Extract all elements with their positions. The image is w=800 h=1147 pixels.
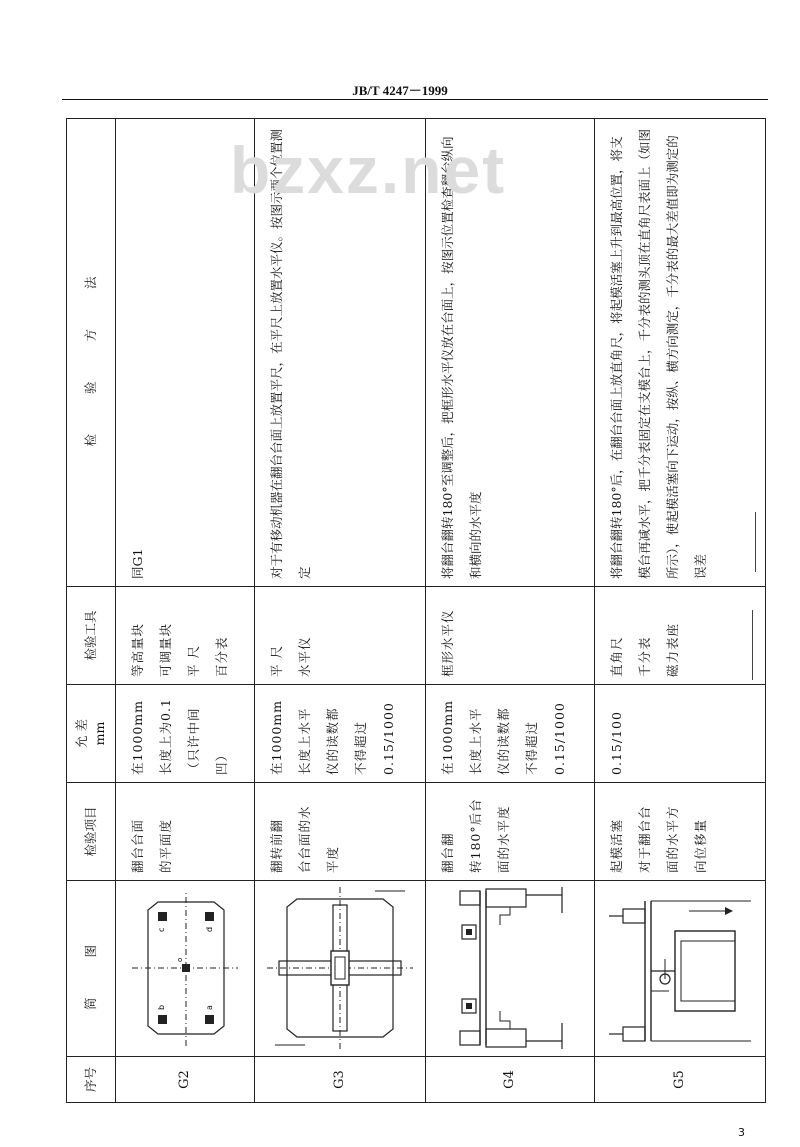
flip-table-diagram <box>450 886 570 1052</box>
row-tool <box>425 587 594 685</box>
row-method: 对于有移动机器在翻台台面上放置平尺，在平尺上放置水平仪。按图示两个位置测定 <box>254 119 425 587</box>
row-seq: G5 <box>594 1057 765 1103</box>
row-tolerance <box>425 685 594 783</box>
header-rule <box>62 99 768 100</box>
table-row <box>254 119 425 1103</box>
header-tolerance <box>67 685 116 783</box>
watermark: bzxz.net <box>229 133 507 207</box>
inspection-table <box>66 118 766 1103</box>
header-tolerance-label: 允 差 mm <box>74 719 107 748</box>
row-tool <box>594 587 765 685</box>
item-text: 翻转前翻 台台面的水 平度 <box>268 805 340 873</box>
header-tool: 检验工具 <box>67 587 116 685</box>
header-method-label: 检 验 方 法 <box>83 258 98 447</box>
row-seq: G4 <box>425 1057 594 1103</box>
header-figure-label: 简 图 <box>83 927 98 1010</box>
tool-text: 等高量块 可调量块 平 尺 百分表 <box>130 622 229 677</box>
row-item <box>116 783 255 881</box>
row-tool <box>116 587 255 685</box>
flatness-diagram <box>130 889 240 1049</box>
item-text: 起模活塞 对于翻台台 面的水平方 向位移量 <box>608 805 708 873</box>
table-row <box>425 119 594 1103</box>
tolerance-text: 在1000mm 长度上为0.1 （只许中间 凹） <box>130 698 229 775</box>
header-seq: 序号 <box>67 1057 116 1103</box>
row-item <box>254 783 425 881</box>
row-tolerance <box>116 685 255 783</box>
figure-g2 <box>116 881 255 1057</box>
point-label-a: a <box>204 1005 214 1011</box>
standard-header: JB/T 4247－1999 <box>352 83 448 98</box>
point-label-b: b <box>156 1005 166 1011</box>
row-method: 同G1 <box>116 119 255 587</box>
header-figure <box>67 881 116 1057</box>
item-text: 翻台台面 的平面度 <box>130 818 173 873</box>
table-row <box>116 119 255 1103</box>
row-tool <box>254 587 425 685</box>
row-tolerance <box>254 685 425 783</box>
page-number: 3 <box>738 1126 745 1139</box>
tool-text: 框形水平仪 <box>439 609 455 677</box>
item-text: 翻台翻 转180°后台 面的水平度 <box>439 798 511 873</box>
figure-g4 <box>425 881 594 1057</box>
row-method: 将翻台翻转180°后，在翻台台面上放直角尺，将起模活塞上升到最高位置，将支模台再减水平，把千分表固定在支模台上，千分表的测头顶在直角尺表面上（如图所示），使起模活塞向下运动，按纵、横方向测定，千分表的最大差值即为测定的误差 <box>594 119 765 587</box>
tool-text: 直角尺 千分表 磁力表座 <box>608 622 680 677</box>
figure-g3 <box>254 881 425 1057</box>
table-header-row <box>67 119 116 1103</box>
row-seq: G3 <box>254 1057 425 1103</box>
header-method <box>67 119 116 587</box>
figure-g5 <box>594 881 765 1057</box>
piston-displacement-diagram <box>605 886 755 1052</box>
row-item <box>594 783 765 881</box>
row-item <box>425 783 594 881</box>
row-method: 将翻台翻转180°至调整后，把框形水平仪放在台面上，按图示位置检查翻台纵向和横向的水平度 <box>425 119 594 587</box>
level-check-diagram <box>265 886 415 1052</box>
tolerance-text: 在1000mm 长度上水平 仪的读数都 不得超过 0.15/1000 <box>268 699 396 775</box>
row-tolerance <box>594 685 765 783</box>
point-label-d: d <box>204 927 214 933</box>
table-row <box>594 119 765 1103</box>
tolerance-text: 0.15/100 <box>608 711 624 775</box>
header-item: 检验项目 <box>67 783 116 881</box>
point-label-c: c <box>156 928 166 933</box>
tool-text: 平 尺 水平仪 <box>268 636 312 677</box>
point-label-o: o <box>175 958 184 963</box>
row-seq: G2 <box>116 1057 255 1103</box>
rotated-table-stage <box>66 119 766 1103</box>
tolerance-text: 在1000mm 长度上水平 仪的读数都 不得超过 0.15/1000 <box>439 699 567 775</box>
